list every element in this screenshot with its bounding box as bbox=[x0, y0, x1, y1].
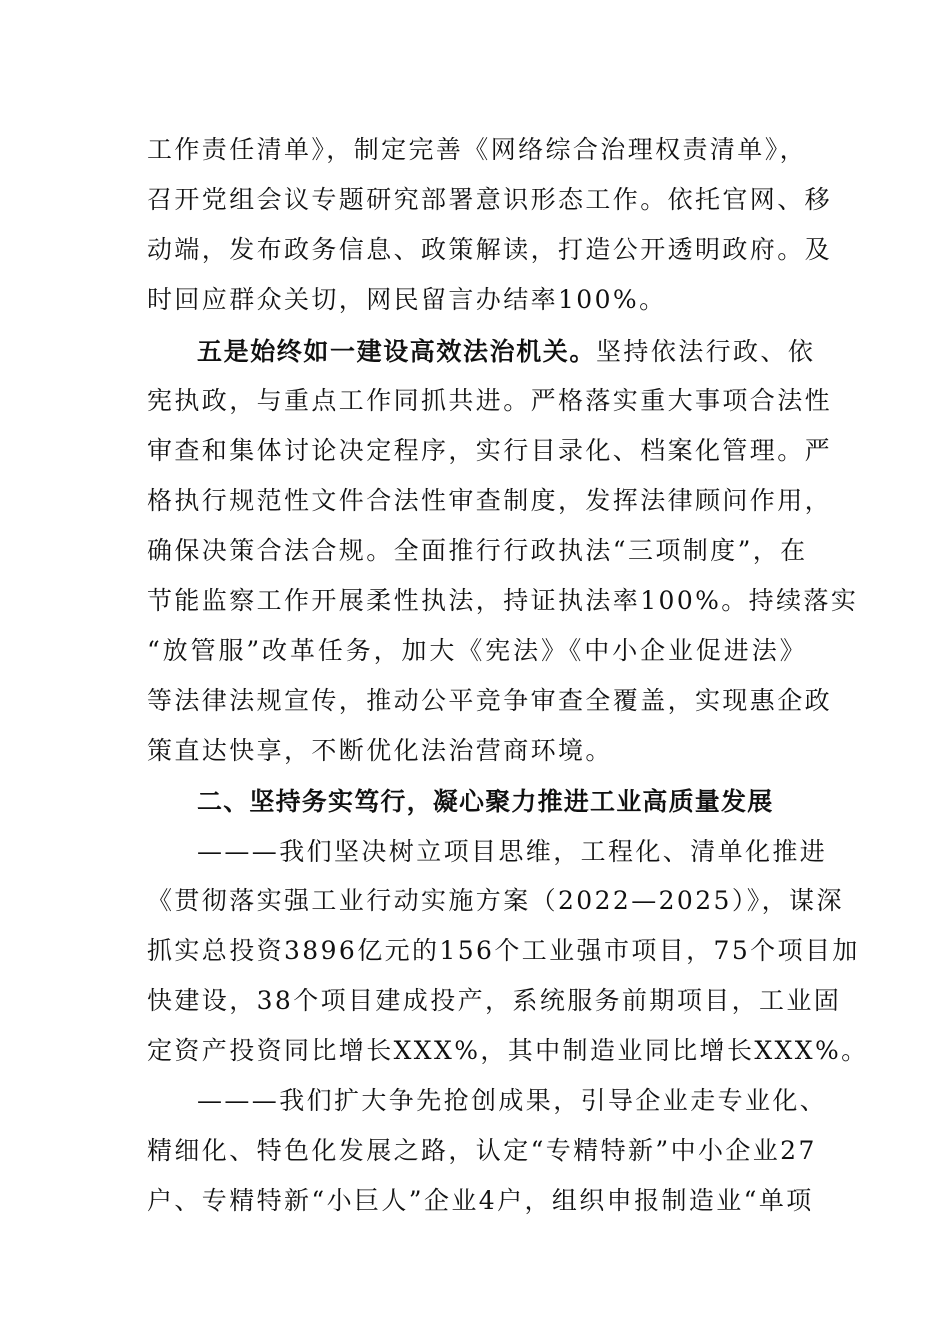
text-line: 格执行规范性文件合法性审查制度，发挥法律顾问作用， bbox=[147, 486, 833, 515]
text-line: ———我们扩大争先抢创成果，引导企业走专业化、 bbox=[197, 1086, 828, 1115]
text-line: 抓实总投资3896亿元的156个工业强市项目，75个项目加 bbox=[147, 936, 860, 965]
text-line: 确保决策合法合规。全面推行行政执法“三项制度”，在 bbox=[147, 536, 808, 565]
paragraph-first-line bbox=[197, 336, 816, 368]
text-line: 策直达快享，不断优化法治营商环境。 bbox=[147, 736, 613, 765]
text-line: 快建设，38个项目建成投产，系统服务前期项目，工业固 bbox=[147, 986, 842, 1015]
paragraph-lead: 五是始终如一建设高效法治机关。 bbox=[197, 337, 597, 366]
text-line: 精细化、特色化发展之路，认定“专精特新”中小企业27 bbox=[147, 1136, 817, 1165]
text-line: 时回应群众关切，网民留言办结率100%。 bbox=[147, 285, 667, 314]
text-line: 工作责任清单》，制定完善《网络综合治理权责清单》， bbox=[147, 135, 808, 164]
text-line: 《贯彻落实强工业行动实施方案（2022—2025）》，谋深 bbox=[147, 886, 844, 915]
text-line: 定资产投资同比增长XXX%，其中制造业同比增长XXX%。 bbox=[147, 1036, 869, 1065]
text-line: 宪执政，与重点工作同抓共进。严格落实重大事项合法性 bbox=[147, 386, 833, 415]
text-line: 等法律法规宣传，推动公平竞争审查全覆盖，实现惠企政 bbox=[147, 686, 833, 715]
text-line: 审查和集体讨论决定程序，实行目录化、档案化管理。严 bbox=[147, 436, 833, 465]
paragraph-text: 坚持依法行政、依 bbox=[596, 337, 816, 366]
section-heading: 二、坚持务实笃行，凝心聚力推进工业高质量发展 bbox=[197, 787, 774, 816]
text-line: 动端，发布政务信息、政策解读，打造公开透明政府。及 bbox=[147, 235, 833, 264]
text-line: “放管服”改革任务，加大《宪法》《中小企业促进法》 bbox=[147, 636, 807, 665]
text-line: 户、专精特新“小巨人”企业4户，组织申报制造业“单项 bbox=[147, 1186, 814, 1215]
text-line: ———我们坚决树立项目思维，工程化、清单化推进 bbox=[197, 837, 828, 866]
text-line: 节能监察工作开展柔性执法，持证执法率100%。持续落实 bbox=[147, 586, 859, 615]
text-line: 召开党组会议专题研究部署意识形态工作。依托官网、移 bbox=[147, 185, 833, 214]
